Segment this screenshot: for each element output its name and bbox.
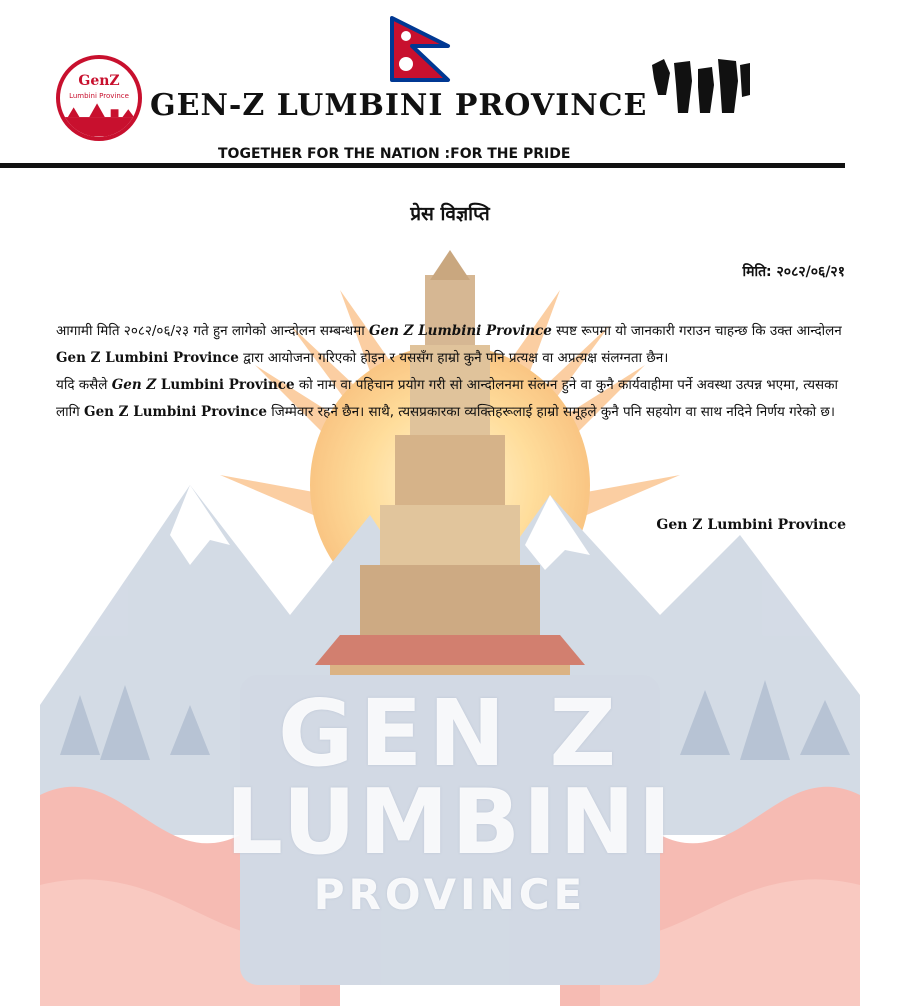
logo-title: GenZ (78, 73, 120, 89)
p2-pre: यदि कसैले (56, 377, 112, 393)
org-title: GEN-Z LUMBINI PROVINCE (150, 88, 648, 123)
raised-fists-icon (648, 55, 752, 115)
slogan: TOGETHER FOR THE NATION :FOR THE PRIDE (218, 146, 571, 162)
document-title: प्रेस विज्ञप्ति (410, 203, 490, 225)
nepal-flag-icon (390, 16, 452, 82)
genz-logo (56, 55, 142, 141)
p2-post: जिम्मेवार रहने छैन। साथै, त्यसप्रकारका व्यक्तिहरूलाई हाम्रो समूहले कुनै पनि सहयोग वा साथ नदिने निर्णय गरेको छ। (266, 404, 835, 420)
p1-org: Gen Z Lumbini Province (56, 350, 239, 366)
signature: Gen Z Lumbini Province (656, 517, 846, 533)
paragraph-2 (56, 372, 846, 426)
p2-genz-italic: Gen Z (111, 377, 157, 393)
document-date: मिति: २०८२/०६/२१ (742, 264, 845, 280)
skyline-icon (60, 103, 138, 137)
p1-pre: आगामी मिति २०८२/०६/२३ गते हुन लागेको आन्दोलन सम्बन्धमा (56, 323, 369, 339)
p1-mid: स्पष्ट रूपमा यो जानकारी गराउन चाहन्छ कि उक्त आन्दोलन (551, 323, 842, 339)
p2-org-rest: Lumbini Province (156, 377, 295, 393)
p2-mid: को नाम वा पहिचान प्रयोग गरी सो आन्दोलनमा संलग्न हुने वा कुनै कार्यवाहीमा पर्ने अवस्था उत्पन्न भएमा, त्यसका लागि (56, 377, 839, 420)
logo-subtitle: Lumbini Province (69, 92, 129, 100)
body-text (56, 318, 846, 426)
paragraph-1 (56, 318, 846, 372)
p1-org-italic: Gen Z Lumbini Province (369, 323, 552, 339)
header-rule (0, 163, 845, 168)
p1-post: द्वारा आयोजना गरिएको होइन र यससँग हाम्रो कुनै पनि प्रत्यक्ष वा अप्रत्यक्ष संलग्नता छैन। (238, 350, 669, 366)
watermark-line-2: LUMBINI (225, 770, 675, 875)
watermark-line-1: GEN Z (277, 680, 623, 787)
watermark-line-3: PROVINCE (313, 870, 587, 919)
p2-org: Gen Z Lumbini Province (84, 404, 267, 420)
